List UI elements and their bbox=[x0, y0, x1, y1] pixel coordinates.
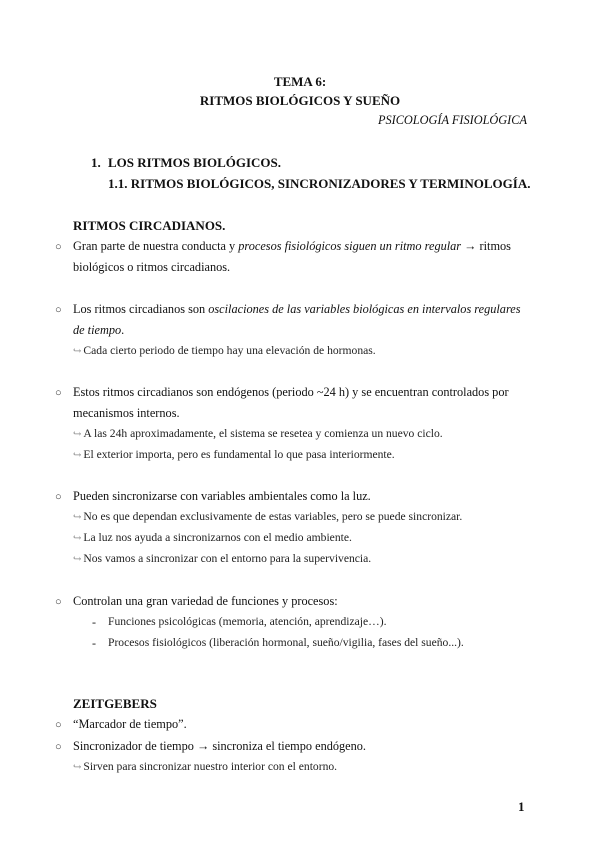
dash-item: Procesos fisiológicos (liberación hormonal, sueño/vigilia, fases del sueño...). bbox=[108, 636, 464, 649]
list-item: Controlan una gran variedad de funciones y procesos: bbox=[73, 594, 338, 608]
section-1-number: 1. bbox=[91, 155, 101, 170]
return-arrow-icon: ↪ bbox=[73, 346, 82, 357]
text-segment: Los ritmos circadianos son bbox=[73, 302, 209, 316]
sub-item bbox=[73, 510, 462, 523]
sub-item bbox=[73, 344, 376, 357]
italic-segment: oscilaciones de las variables biológicas en intervalos regulares bbox=[208, 302, 521, 316]
dash-item: Funciones psicológicas (memoria, atención, aprendizaje…). bbox=[108, 615, 387, 628]
text-segment: . bbox=[121, 323, 125, 337]
text-segment: → ritmos bbox=[461, 239, 511, 253]
page-title: RITMOS BIOLÓGICOS Y SUEÑO bbox=[199, 93, 401, 108]
list-item bbox=[73, 302, 521, 317]
bullet-icon: ○ bbox=[55, 719, 62, 731]
dash-icon: - bbox=[92, 615, 96, 629]
text-segment: Gran parte de nuestra conducta y bbox=[73, 239, 239, 253]
return-arrow-icon: ↪ bbox=[73, 512, 82, 523]
sub-item-text: No es que dependan exclusivamente de estas variables, pero se puede sincronizar. bbox=[83, 510, 463, 523]
bullet-icon: ○ bbox=[55, 741, 62, 753]
bullet-icon: ○ bbox=[55, 241, 62, 253]
sub-item-text: A las 24h aproximadamente, el sistema se resetea y comienza un nuevo ciclo. bbox=[83, 427, 443, 440]
list-item-continuation: mecanismos internos. bbox=[73, 406, 180, 420]
subject-label: PSICOLOGÍA FISIOLÓGICA bbox=[377, 113, 527, 127]
return-arrow-icon: ↪ bbox=[73, 554, 82, 565]
list-item-continuation bbox=[73, 323, 124, 338]
sub-item bbox=[73, 552, 371, 565]
sub-item bbox=[73, 448, 395, 461]
bullet-icon: ○ bbox=[55, 596, 62, 608]
return-arrow-icon: ↪ bbox=[73, 762, 82, 773]
return-arrow-icon: ↪ bbox=[73, 533, 82, 544]
sub-item-text: Cada cierto periodo de tiempo hay una elevación de hormonas. bbox=[83, 344, 376, 357]
sub-item-text: Nos vamos a sincronizar con el entorno para la supervivencia. bbox=[83, 552, 372, 565]
sub-item bbox=[73, 531, 352, 544]
tema-label: TEMA 6: bbox=[273, 74, 327, 89]
circadianos-heading: RITMOS CIRCADIANOS. bbox=[73, 218, 226, 233]
list-item: Estos ritmos circadianos son endógenos (periodo ~24 h) y se encuentran controlados por bbox=[73, 385, 509, 399]
list-item: “Marcador de tiempo”. bbox=[73, 717, 187, 731]
list-item: Sincronizador de tiempo → sincroniza el tiempo endógeno. bbox=[73, 739, 366, 753]
sub-item-text: Sirven para sincronizar nuestro interior con el entorno. bbox=[83, 760, 338, 773]
italic-segment: procesos fisiológicos siguen un ritmo regular bbox=[238, 239, 462, 253]
sub-item bbox=[73, 760, 337, 773]
section-1-title: LOS RITMOS BIOLÓGICOS. bbox=[108, 155, 282, 170]
bullet-icon: ○ bbox=[55, 304, 62, 316]
sub-item-text: La luz nos ayuda a sincronizarnos con el medio ambiente. bbox=[83, 531, 352, 544]
page-number: 1 bbox=[518, 799, 525, 814]
sub-item bbox=[73, 427, 443, 440]
list-item-continuation: biológicos o ritmos circadianos. bbox=[73, 260, 231, 274]
list-item bbox=[73, 239, 511, 254]
return-arrow-icon: ↪ bbox=[73, 450, 82, 461]
bullet-icon: ○ bbox=[55, 491, 62, 503]
section-1-1-title: 1.1. RITMOS BIOLÓGICOS, SINCRONIZADORES Y TERMINOLOGÍA. bbox=[108, 176, 531, 191]
return-arrow-icon: ↪ bbox=[73, 429, 82, 440]
italic-segment: de tiempo bbox=[73, 323, 122, 337]
dash-icon: - bbox=[92, 636, 96, 650]
sub-item-text: El exterior importa, pero es fundamental lo que pasa interiormente. bbox=[83, 448, 395, 461]
list-item: Pueden sincronizarse con variables ambientales como la luz. bbox=[73, 489, 371, 503]
bullet-icon: ○ bbox=[55, 387, 62, 399]
zeitgebers-heading: ZEITGEBERS bbox=[73, 696, 157, 711]
